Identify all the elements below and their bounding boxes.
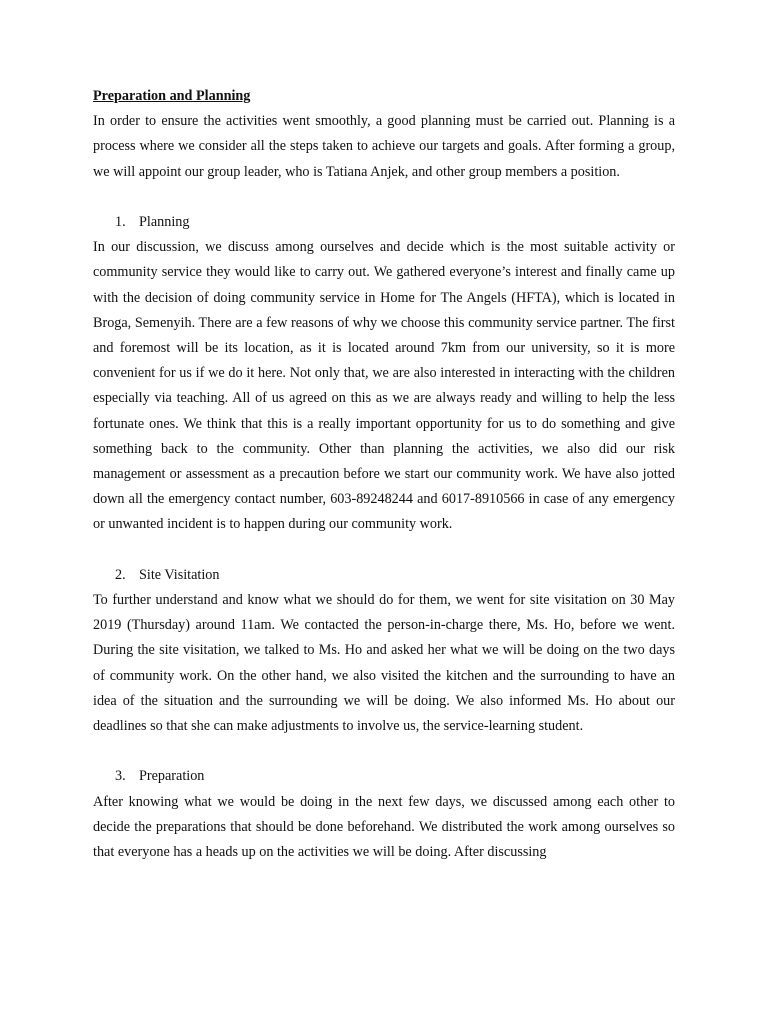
section-title: Preparation — [139, 768, 205, 785]
section-title: Site Visitation — [139, 566, 220, 583]
section-number: 1. — [115, 214, 126, 230]
planning-paragraph: In our discussion, we discuss among ourselves and decide which is the most suitable activity or community service they would like to carry out. We gathered everyone’s interest and finally came up with the decision of doing community service in Home for The Angels (HFTA), which is located in Broga, Semenyih. There are a few reasons of why we choose this community service partner. The first and foremost will be its location, as it is located around 7km from our university, so it is more convenient for us if we do it here. Not only that, we are also interested in interacting with the children especially via teaching. All of us agreed on this as we are always ready and willing to help the less fortunate ones. We think that this is a really important opportunity for us to do something and give something back to the community. Other than planning the activities, we also did our risk management or assessment as a precaution before we start our community work. We have also jotted down all the emergency contact number, 603-89248244 and 6017-8910566 in case of any emergency or unwanted incident is to happen during our community work. — [93, 239, 675, 533]
section-title: Planning — [139, 214, 190, 230]
preparation-paragraph: After knowing what we would be doing in the next few days, we discussed among each other to decide the preparations that should be done beforehand. We distributed the work among ourselves so that everyone has a heads up on the activities we will be doing. After discussing — [93, 793, 675, 861]
section-heading-site-visitation — [93, 563, 675, 588]
section-heading-preparation — [93, 764, 675, 789]
section-number: 2. — [115, 566, 126, 583]
document-page — [93, 84, 675, 865]
site-visitation-paragraph: To further understand and know what we should do for them, we went for site visitation on 30 May 2019 (Thursday) around 11am. We contacted the person-in-charge there, Ms. Ho, before we went. During the site visitation, we talked to Ms. Ho and asked her what we will be doing on the two days of community work. On the other hand, we also visited the kitchen and the surrounding to have an idea of the situation and the surrounding we will be doing. We also informed Ms. Ho about our deadlines so that she can make adjustments to involve us, the service-learning student. — [93, 592, 675, 735]
section-number: 3. — [115, 768, 126, 785]
document-title: Preparation and Planning — [93, 88, 251, 104]
intro-paragraph: In order to ensure the activities went smoothly, a good planning must be carried out. Planning is a process where we consider all the steps taken to achieve our targets and goals. After forming a group, we will appoint our group leader, who is Tatiana Anjek, and other group members a position. — [93, 113, 675, 180]
section-heading-planning — [93, 210, 675, 235]
